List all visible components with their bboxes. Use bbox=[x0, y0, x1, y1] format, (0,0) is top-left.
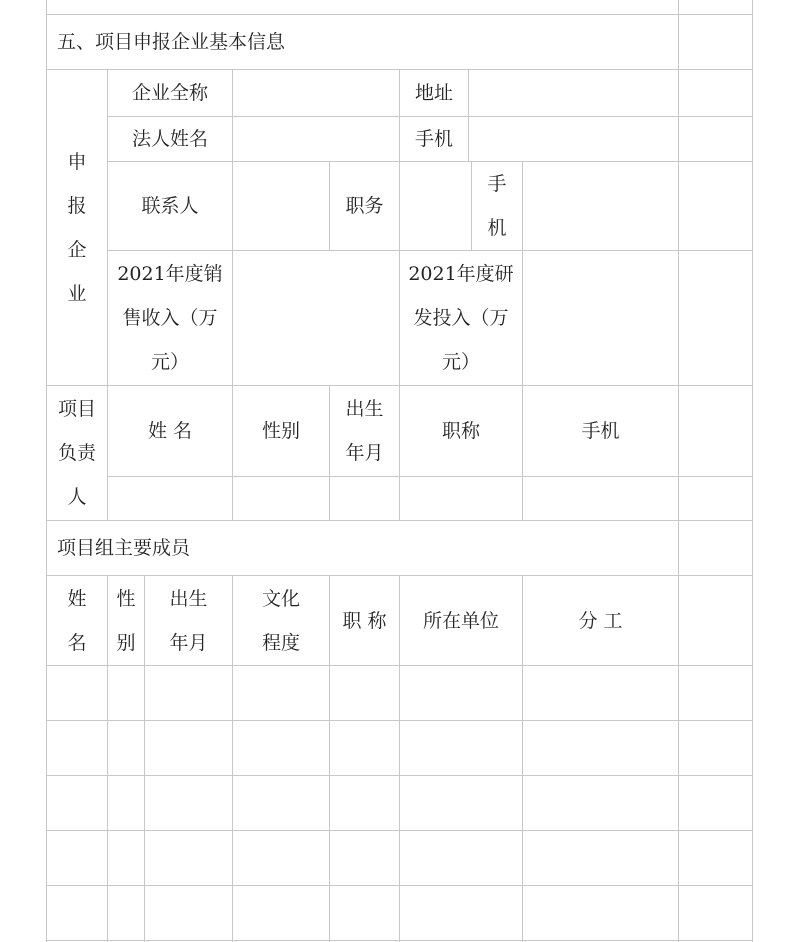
table-rule bbox=[752, 0, 753, 942]
member-gender-header: 性 别 bbox=[116, 587, 136, 654]
leader-side-label: 项目 负责 人 bbox=[57, 398, 96, 508]
company-full-name-field[interactable] bbox=[233, 70, 399, 116]
contact-mobile-field[interactable] bbox=[523, 162, 678, 250]
rd-investment-field[interactable] bbox=[523, 251, 678, 385]
member-name-header: 姓 名 bbox=[67, 587, 87, 654]
leader-mobile-field[interactable] bbox=[523, 477, 678, 520]
section-title: 五、项目申报企业基本信息 bbox=[57, 31, 286, 53]
legal-rep-label: 法人姓名 bbox=[131, 128, 208, 150]
position-field[interactable] bbox=[400, 162, 471, 250]
member-row[interactable] bbox=[47, 886, 678, 940]
rd-investment-label: 2021年度研 发投入（万 元） bbox=[408, 263, 514, 373]
mobile-field[interactable] bbox=[469, 117, 678, 161]
leader-mobile-header: 手机 bbox=[581, 420, 620, 442]
address-field[interactable] bbox=[469, 70, 678, 116]
member-row[interactable] bbox=[47, 831, 678, 885]
member-row[interactable] bbox=[47, 666, 678, 720]
leader-title-header: 职称 bbox=[441, 420, 480, 442]
members-section-title: 项目组主要成员 bbox=[57, 537, 191, 559]
leader-gender-field[interactable] bbox=[233, 477, 329, 520]
sales-revenue-field[interactable] bbox=[233, 251, 399, 385]
address-label: 地址 bbox=[414, 82, 453, 104]
leader-birth-header: 出生 年月 bbox=[345, 398, 384, 464]
leader-name-field[interactable] bbox=[108, 477, 232, 520]
contact-mobile-label: 手 机 bbox=[487, 173, 507, 239]
member-title-header: 职 称 bbox=[342, 609, 387, 632]
leader-gender-header: 性别 bbox=[261, 420, 300, 442]
mobile-label: 手机 bbox=[414, 128, 453, 150]
leader-birth-field[interactable] bbox=[330, 477, 399, 520]
contact-label: 联系人 bbox=[141, 195, 199, 217]
legal-rep-field[interactable] bbox=[233, 117, 399, 161]
company-full-name-label: 企业全称 bbox=[131, 82, 208, 104]
member-row[interactable] bbox=[47, 721, 678, 775]
table-rule bbox=[678, 0, 679, 942]
leader-title-field[interactable] bbox=[400, 477, 522, 520]
sales-revenue-label: 2021年度销 售收入（万 元） bbox=[117, 263, 223, 373]
member-birth-header: 出生 年月 bbox=[169, 587, 208, 654]
member-row[interactable] bbox=[47, 776, 678, 830]
member-role-header: 分 工 bbox=[578, 609, 623, 632]
member-education-header: 文化 程度 bbox=[261, 587, 300, 654]
leader-name-header: 姓 名 bbox=[147, 420, 193, 442]
position-label: 职务 bbox=[345, 195, 384, 217]
contact-field[interactable] bbox=[233, 162, 329, 250]
member-unit-header: 所在单位 bbox=[422, 609, 499, 632]
applicant-side-label: 申 报 企 业 bbox=[67, 150, 87, 305]
